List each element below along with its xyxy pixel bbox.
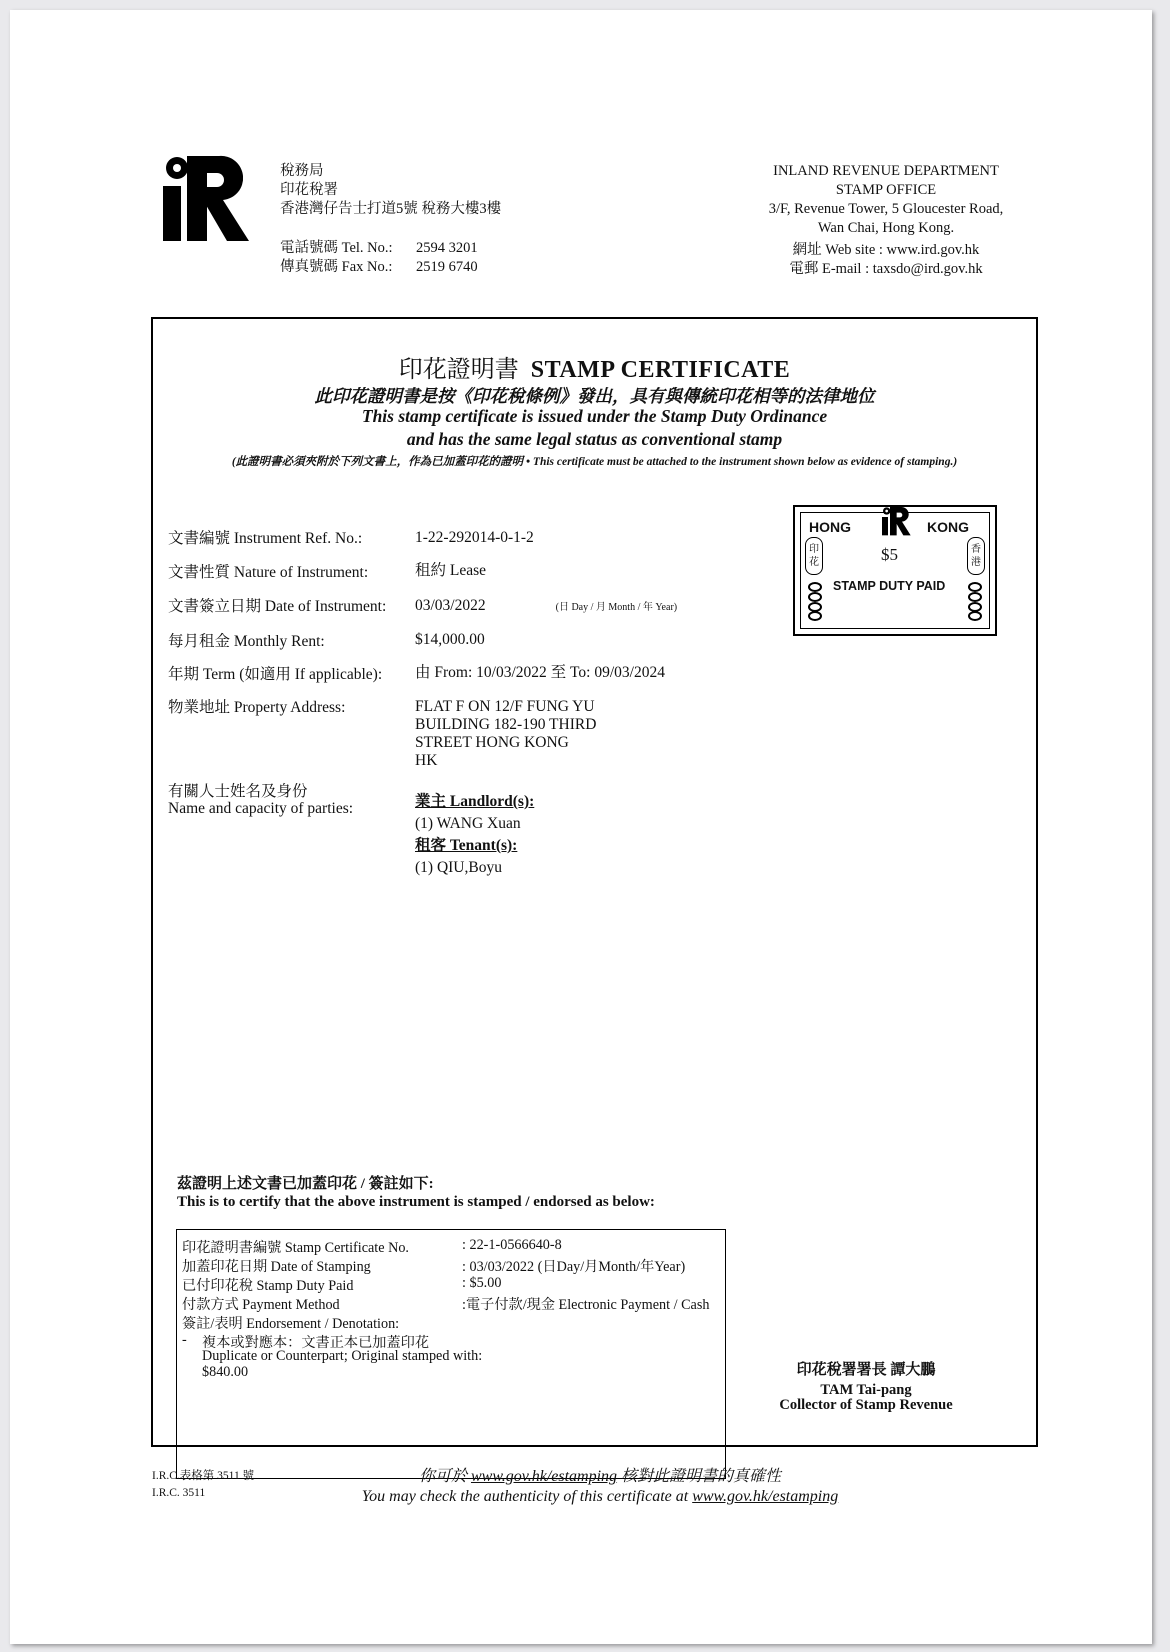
certificate-box [151, 317, 1038, 1447]
stamp-left-seal: 印花 [805, 537, 823, 575]
title-en: STAMP CERTIFICATE [530, 357, 791, 383]
address-line: BUILDING 182-190 THIRD [415, 716, 597, 733]
denotation-line-1: 複本或對應本：文書正本已加蓋印花 [202, 1335, 430, 1351]
term-label: 年期 Term (如適用 If applicable): [168, 666, 383, 683]
cert-no-label: 印花證明書編號 Stamp Certificate No. [182, 1240, 409, 1256]
form-number-zh: I.R.C.表格第 3511 號 [152, 1470, 255, 1482]
address-line: FLAT F ON 12/F FUNG YU [415, 698, 595, 715]
office-en: STAMP OFFICE [835, 182, 937, 198]
subtitle-zh: 此印花證明書是按《印花稅條例》發出，具有與傳統印花相等的法律地位 [314, 386, 875, 406]
check-en [270, 1488, 930, 1506]
fax-label: 傳真號碼 Fax No.: [280, 259, 393, 275]
dept-zh: 稅務局 [280, 163, 324, 179]
certificate-page [10, 10, 1152, 1644]
check-zh [270, 1463, 930, 1486]
subtitle-en-1: This stamp certificate is issued under the Stamp Duty Ordinance [361, 406, 828, 426]
header-left [280, 162, 501, 277]
office-zh: 印花稅署 [280, 182, 338, 198]
parties [415, 791, 534, 879]
stamp-paid-text: STAMP DUTY PAID [833, 579, 946, 593]
email: 電郵 E-mail : taxsdo@ird.gov.hk [789, 261, 983, 277]
tel-label: 電話號碼 Tel. No.: [280, 240, 393, 256]
subtitle-en-2: and has the same legal status as conventional stamp [406, 429, 783, 449]
rent-value: $14,000.00 [415, 631, 485, 648]
stamp-left-ornament [807, 581, 823, 621]
certificate-title [153, 349, 1036, 384]
tenant-label: 租客 Tenant(s): [415, 837, 518, 854]
property-address [415, 698, 596, 770]
stamp-right-seal: 香港 [967, 537, 985, 575]
parties-label-zh: 有關人士姓名及身份 [168, 783, 308, 800]
rent-label: 每月租金 Monthly Rent: [168, 633, 325, 650]
parties-label [168, 783, 353, 817]
payment-method-label: 付款方式 Payment Method [182, 1297, 340, 1313]
ird-logo [157, 153, 253, 243]
address-line-2: Wan Chai, Hong Kong. [817, 220, 955, 236]
date-format-hint: (日 Day / 月 Month / 年 Year) [555, 602, 678, 613]
denotation-bullet: - [182, 1332, 187, 1348]
tel-number: 2594 3201 [416, 240, 478, 256]
collector-name-en: TAM Tai-pang [820, 1382, 912, 1398]
stamping-date-value: : 03/03/2022 (日Day/月Month/年Year) [462, 1259, 686, 1275]
address-line: HK [415, 752, 438, 769]
duty-paid-value: : $5.00 [462, 1275, 502, 1291]
payment-method-value: :電子付款/現金 Electronic Payment / Cash [462, 1297, 710, 1313]
check-zh-post: 核對此證明書的真確性 [617, 1468, 782, 1485]
date-row [415, 597, 677, 617]
estamping-link-zh[interactable]: www.gov.hk/estamping [470, 1468, 618, 1485]
tel-row [280, 239, 501, 258]
cert-no-value: : 22-1-0566640-8 [462, 1237, 562, 1253]
certify-en: This is to certify that the above instrument is stamped / endorsed as below: [177, 1194, 655, 1210]
term-value: 由 From: 10/03/2022 至 To: 09/03/2024 [415, 664, 665, 681]
address-label: 物業地址 Property Address: [168, 699, 346, 716]
website: 網址 Web site : www.ird.gov.hk [792, 242, 980, 258]
fax-number: 2519 6740 [416, 259, 478, 275]
stamp-duty-paid-stamp [793, 505, 997, 636]
date-value: 03/03/2022 [415, 597, 486, 614]
stamp-ird-logo [877, 506, 915, 536]
collector-title-zh: 印花稅署署長 譚大鵬 [796, 1362, 936, 1378]
nature-label: 文書性質 Nature of Instrument: [168, 564, 369, 581]
landlord-label: 業主 Landlord(s): [415, 793, 535, 810]
landlord-name: (1) WANG Xuan [415, 815, 521, 832]
stamp-kong: KONG [927, 519, 969, 535]
attachment-note: (此證明書必須夾附於下列文書上，作為已加蓋印花的證明 • This certificate must be attached to the instrument shown below as evidence of stamping.) [231, 456, 958, 468]
ref-value: 1-22-292014-0-1-2 [415, 529, 534, 546]
ref-label: 文書編號 Instrument Ref. No.: [168, 530, 363, 547]
nature-value: 租約 Lease [415, 562, 487, 579]
dept-en: INLAND REVENUE DEPARTMENT [773, 163, 999, 179]
stamp-amount: $5 [881, 545, 898, 564]
tenant-name: (1) QIU,Boyu [415, 859, 502, 876]
fax-row [280, 258, 501, 277]
endorsement-box [176, 1229, 726, 1479]
address-line: STREET HONG KONG [415, 734, 569, 751]
title-zh: 印花證明書 [398, 357, 519, 383]
date-label: 文書簽立日期 Date of Instrument: [168, 598, 387, 615]
address-zh: 香港灣仔告士打道5號 稅務大樓3樓 [280, 201, 502, 217]
denotation-line-3: $840.00 [202, 1364, 249, 1380]
stamp-hong: HONG [809, 519, 851, 535]
denotation-line-2: Duplicate or Counterpart; Original stamped with: [202, 1348, 483, 1364]
address-line-1: 3/F, Revenue Tower, 5 Gloucester Road, [768, 201, 1004, 217]
duty-paid-label: 已付印花稅 Stamp Duty Paid [182, 1278, 354, 1294]
stamping-date-label: 加蓋印花日期 Date of Stamping [182, 1259, 371, 1275]
header-right [750, 162, 1022, 279]
form-number-en: I.R.C. 3511 [152, 1487, 206, 1499]
check-zh-pre: 你可於 [418, 1468, 471, 1485]
check-en-pre: You may check the authenticity of this certificate at [361, 1488, 693, 1505]
stamp-right-ornament [967, 581, 983, 621]
estamping-link-en[interactable]: www.gov.hk/estamping [692, 1488, 839, 1505]
parties-label-en: Name and capacity of parties: [168, 800, 354, 817]
collector-title-en: Collector of Stamp Revenue [779, 1397, 953, 1413]
certify-zh: 茲證明上述文書已加蓋印花 / 簽註如下: [177, 1176, 434, 1192]
denotation-label: 簽註/表明 Endorsement / Denotation: [182, 1316, 400, 1332]
